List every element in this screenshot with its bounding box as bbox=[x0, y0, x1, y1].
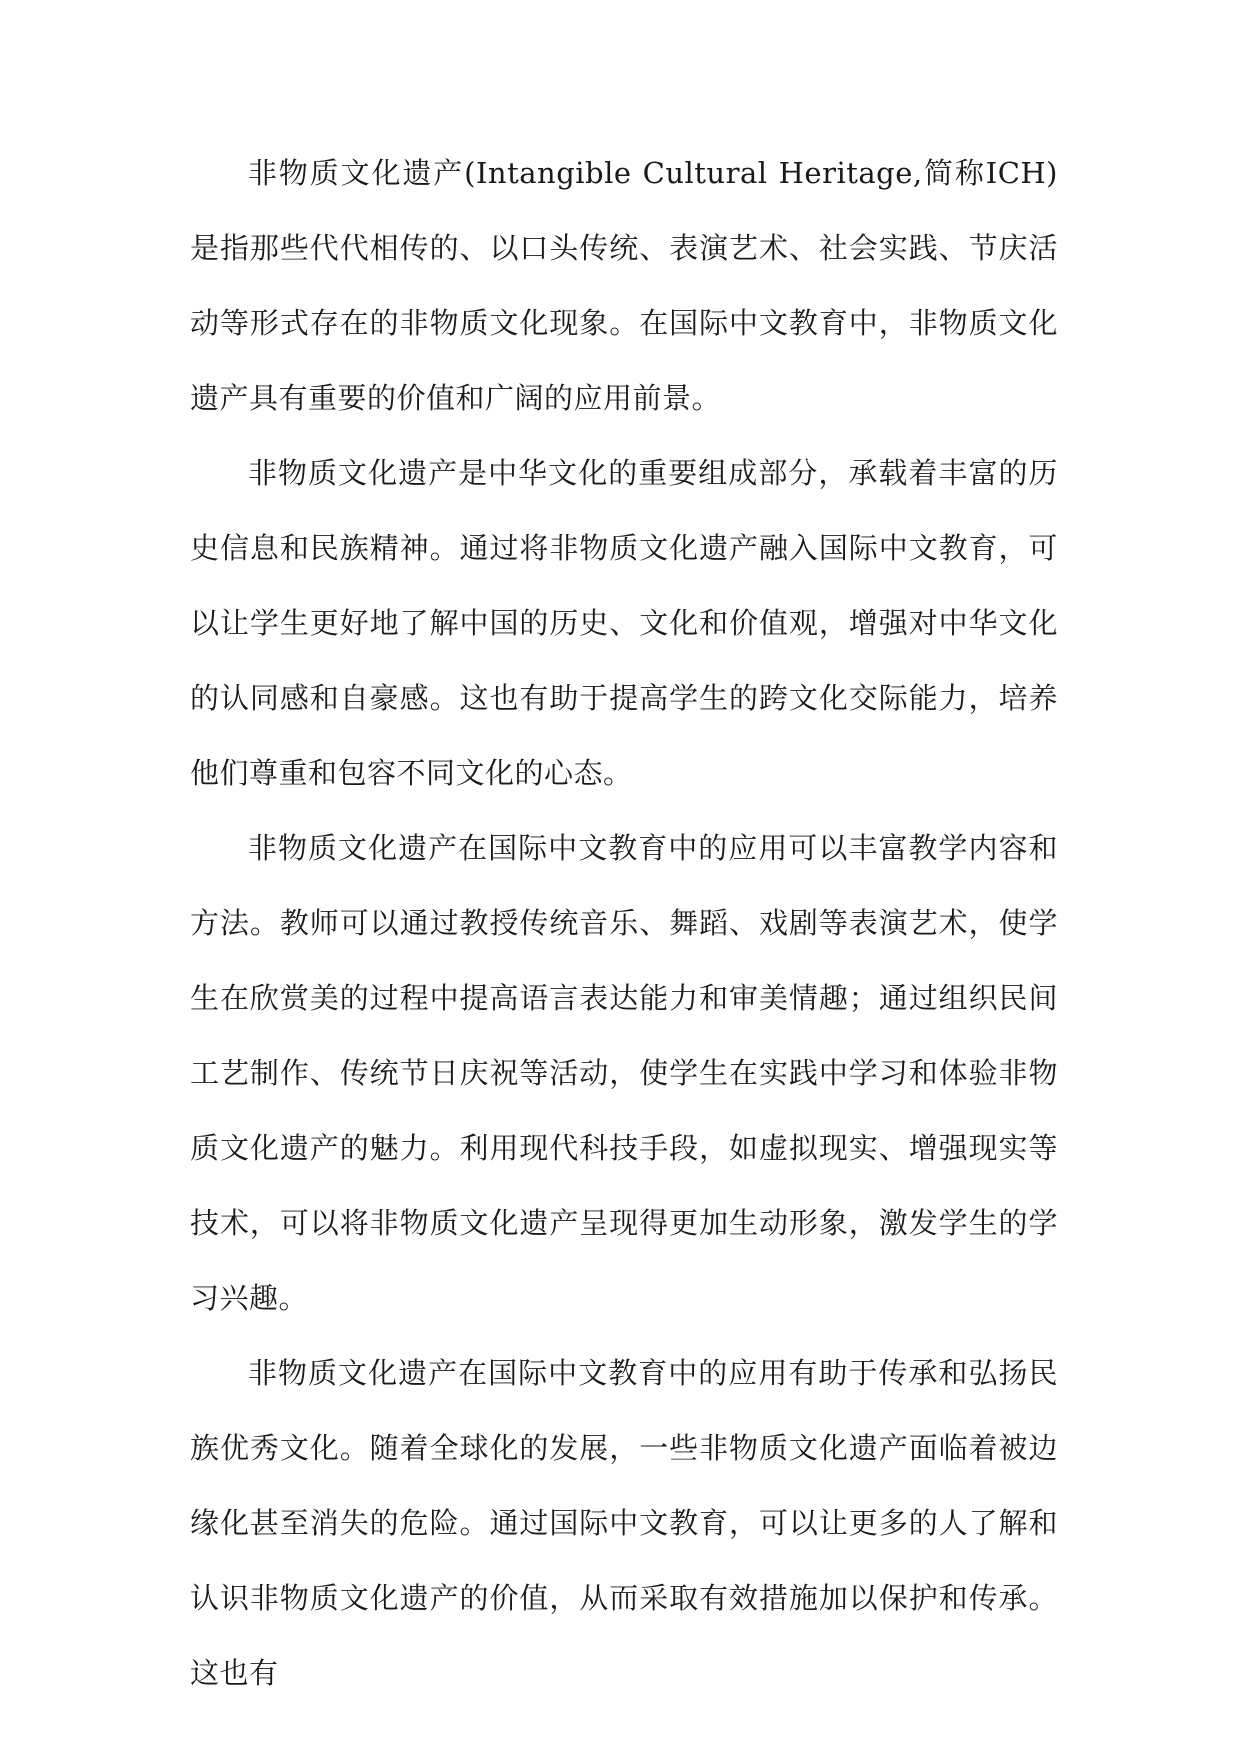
paragraph-1: 非物质文化遗产(Intangible Cultural Heritage,简称ICH)是指那些代代相传的、以口头传统、表演艺术、社会实践、节庆活动等形式存在的非物质文化现象。在国际中文教育中，非物质文化遗产具有重要的价值和广阔的应用前景。 bbox=[190, 156, 1058, 415]
paragraph-4: 非物质文化遗产在国际中文教育中的应用有助于传承和弘扬民族优秀文化。随着全球化的发展，一些非物质文化遗产面临着被边缘化甚至消失的危险。通过国际中文教育，可以让更多的人了解和认识非物质文化遗产的价值，从而采取有效措施加以保护和传承。这也有 bbox=[190, 1356, 1058, 1690]
paragraph-2: 非物质文化遗产是中华文化的重要组成部分，承载着丰富的历史信息和民族精神。通过将非物质文化遗产融入国际中文教育，可以让学生更好地了解中国的历史、文化和价值观，增强对中华文化的认同感和自豪感。这也有助于提高学生的跨文化交际能力，培养他们尊重和包容不同文化的心态。 bbox=[190, 456, 1058, 790]
paragraph-3: 非物质文化遗产在国际中文教育中的应用可以丰富教学内容和方法。教师可以通过教授传统音乐、舞蹈、戏剧等表演艺术，使学生在欣赏美的过程中提高语言表达能力和审美情趣；通过组织民间工艺制作、传统节日庆祝等活动，使学生在实践中学习和体验非物质文化遗产的魅力。利用现代科技手段，如虚拟现实、增强现实等技术，可以将非物质文化遗产呈现得更加生动形象，激发学生的学习兴趣。 bbox=[190, 831, 1058, 1315]
document-body bbox=[190, 136, 1058, 1711]
